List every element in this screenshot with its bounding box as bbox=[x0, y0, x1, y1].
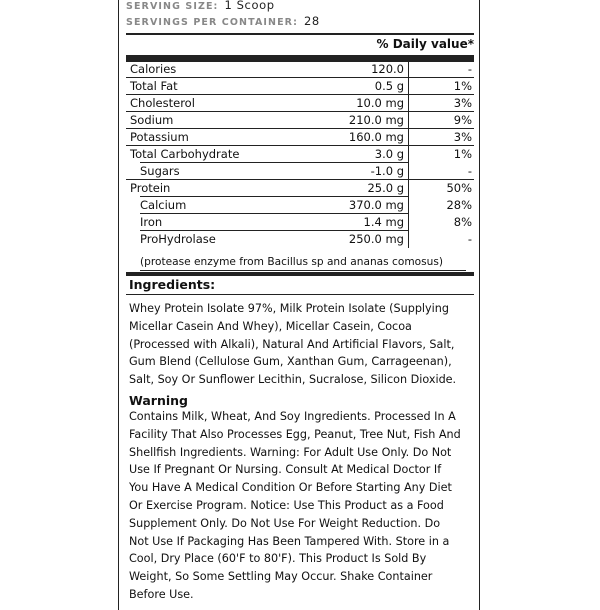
nutrient-name: Calories bbox=[130, 62, 177, 76]
warning-line: Shellfish Ingredients. Warning: For Adult Use Only. Do Not bbox=[129, 445, 452, 459]
nutrient-amount: 160.0 mg bbox=[348, 130, 404, 144]
header-rule bbox=[126, 33, 474, 35]
note-rule bbox=[140, 270, 466, 271]
column-divider bbox=[408, 163, 409, 180]
serving-size bbox=[126, 0, 275, 12]
nutrient-name: Sodium bbox=[130, 113, 174, 127]
nutrient-amount: 25.0 g bbox=[367, 181, 404, 195]
column-divider bbox=[408, 95, 409, 112]
nutrient-name: Cholesterol bbox=[130, 96, 195, 110]
warning-line: Before Use. bbox=[129, 587, 194, 601]
nutrient-dv: 9% bbox=[453, 113, 472, 127]
warning-title: Warning bbox=[129, 393, 188, 408]
nutrient-row bbox=[126, 146, 474, 163]
nutrient-amount: 10.0 mg bbox=[356, 96, 404, 110]
ingredients-line: Whey Protein Isolate 97%, Milk Protein Isolate (Supplying bbox=[129, 302, 449, 315]
nutrient-row bbox=[126, 129, 474, 146]
ingredients-text bbox=[129, 300, 479, 389]
nutrient-name: ProHydrolase bbox=[140, 232, 216, 246]
ingredients-line: Gum Blend (Cellulose Gum, Xanthan Gum, Carrageenan), bbox=[129, 355, 452, 369]
nutrient-amount: 3.0 g bbox=[374, 147, 404, 161]
servings-per-container-value: 28 bbox=[304, 14, 320, 28]
warning-line: You Have A Medical Condition Or Before Starting Any Diet bbox=[129, 481, 452, 495]
nutrient-row bbox=[126, 180, 474, 197]
nutrient-row bbox=[126, 163, 474, 180]
serving-size-label: SERVING SIZE: bbox=[126, 1, 219, 12]
nutrient-dv: 3% bbox=[453, 130, 472, 144]
warning-line: Cool, Dry Place (60'F to 80'F). This Product Is Sold By bbox=[129, 552, 427, 566]
nutrient-dv: 3% bbox=[453, 96, 472, 110]
nutrient-dv: 1% bbox=[453, 147, 472, 161]
column-divider bbox=[408, 78, 409, 95]
warning-line: Or Exercise Program. Notice: Use This Product as a Food bbox=[129, 498, 444, 512]
warning-line: Not Use If Packaging Has Been Tampered With. Store in a bbox=[129, 534, 450, 548]
column-divider bbox=[408, 61, 409, 78]
column-divider bbox=[408, 112, 409, 129]
nutrient-name: Calcium bbox=[140, 198, 187, 212]
ingredients-line: (Processed with Alkali), Natural And Artificial Flavors, Salt, bbox=[129, 337, 455, 351]
ingredients-line: Salt, Soy Or Sunflower Lecithin, Sucralose, Silicon Dioxide. bbox=[129, 373, 457, 387]
column-divider bbox=[408, 129, 409, 146]
ingredients-title: Ingredients: bbox=[129, 277, 216, 292]
warning-line: Supplement Only. Do Not Use For Weight Reduction. Do bbox=[129, 516, 441, 530]
nutrient-dv: 50% bbox=[446, 181, 472, 195]
warning-line: Contains Milk, Wheat, And Soy Ingredients. Processed In A bbox=[129, 410, 456, 423]
serving-size-value: 1 Scoop bbox=[224, 0, 275, 12]
column-divider bbox=[408, 214, 409, 231]
section-rule bbox=[126, 272, 474, 276]
nutrient-row bbox=[126, 61, 474, 78]
nutrient-amount: 370.0 mg bbox=[348, 198, 404, 212]
column-divider bbox=[408, 180, 409, 197]
nutrient-row bbox=[126, 231, 474, 248]
nutrient-dv: 8% bbox=[453, 215, 472, 229]
column-divider bbox=[408, 197, 409, 214]
nutrient-name: Protein bbox=[130, 181, 171, 195]
nutrient-amount: -1.0 g bbox=[370, 164, 404, 178]
servings-per-container bbox=[126, 14, 320, 28]
nutrient-name: Sugars bbox=[140, 164, 180, 178]
nutrient-name: Total Carbohydrate bbox=[130, 147, 240, 161]
nutrient-amount: 120.0 bbox=[371, 62, 404, 76]
nutrient-dv: - bbox=[467, 232, 472, 246]
nutrient-dv: 1% bbox=[453, 79, 472, 93]
nutrient-name: Potassium bbox=[130, 130, 189, 144]
ingredients-line: Micellar Casein And Whey), Micellar Casein, Cocoa bbox=[129, 319, 412, 333]
nutrient-row bbox=[126, 78, 474, 95]
nutrient-amount: 0.5 g bbox=[374, 79, 404, 93]
warning-line: Weight, So Some Settling May Occur. Shake Container bbox=[129, 570, 433, 584]
nutrient-dv: - bbox=[467, 164, 472, 178]
warning-line: Use If Pregnant Or Nursing. Consult At Medical Doctor If bbox=[129, 463, 442, 477]
warning-line: Facility That Also Processes Egg, Peanut, Tree Nut, Fish And bbox=[129, 427, 461, 441]
enzyme-note: (protease enzyme from Bacillus sp and ananas comosus) bbox=[140, 256, 444, 268]
nutrient-dv: 28% bbox=[446, 198, 472, 212]
servings-per-container-label: SERVINGS PER CONTAINER: bbox=[126, 17, 298, 28]
column-divider bbox=[408, 146, 409, 163]
nutrient-amount: 250.0 mg bbox=[348, 232, 404, 246]
nutrient-name: Total Fat bbox=[130, 79, 178, 93]
nutrient-row bbox=[126, 214, 474, 231]
nutrient-name: Iron bbox=[140, 215, 163, 229]
nutrient-dv: - bbox=[467, 62, 472, 76]
nutrient-amount: 210.0 mg bbox=[348, 113, 404, 127]
daily-value-header: % Daily value* bbox=[376, 37, 474, 51]
nutrient-row bbox=[126, 95, 474, 112]
column-divider bbox=[408, 231, 409, 248]
warning-text bbox=[129, 408, 479, 604]
nutrient-row bbox=[126, 197, 474, 214]
nutrient-amount: 1.4 mg bbox=[363, 215, 404, 229]
ingredients-rule bbox=[126, 294, 474, 295]
nutrient-row bbox=[126, 112, 474, 129]
